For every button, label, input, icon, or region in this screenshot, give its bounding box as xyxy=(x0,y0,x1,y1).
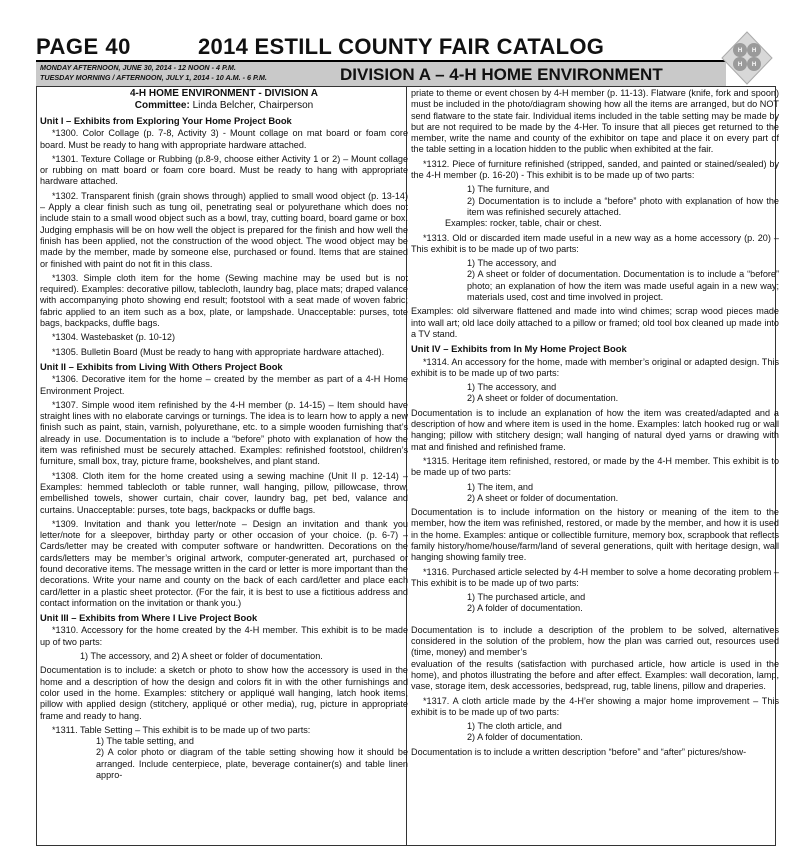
class-1303: *1303. Simple cloth item for the home (Sewing machine may be used but is not required). Examples: decorative pillow, tablecloth, laundry bag, place mats; draped valance with accompanying photo showing end result; footstool with a seat made of woven fabric; fabric applied to an item such as a box, plate, or lampshade. Unacceptable: purses, tote bags, backpacks, duffle bags. xyxy=(40,272,408,329)
class-1301: *1301. Texture Collage or Rubbing (p.8-9, choose either Activity 1 or 2) – Mount collage or rubbing on matt board or foam core board. Must be ready to hang with appropriate hardware attached. xyxy=(40,153,408,187)
class-1313-part-1: 1) The accessory, and xyxy=(467,258,557,269)
class-1313-part-2: 2) A sheet or folder of documentation. Documentation is to include a “before” photo; an explanation of how the item was made useful again in a new way; materials used, cost and time involved in project. xyxy=(467,269,779,303)
unit-1-heading: Unit I – Exhibits from Exploring Your Home Project Book xyxy=(40,115,292,126)
class-1311-part-1: 1) The table setting, and xyxy=(96,736,194,747)
committee-label: Committee: xyxy=(134,100,190,111)
class-1305: *1305. Bulletin Board (Must be ready to hang with appropriate hardware attached). xyxy=(52,346,385,357)
class-1312: *1312. Piece of furniture refinished (stripped, sanded, and painted or stained/sealed) by the 4-H member (p. 16-20) - This exhibit is to be made up of two parts: xyxy=(411,158,779,181)
unit-4-heading: Unit IV – Exhibits from In My Home Project Book xyxy=(411,343,627,355)
class-1312-examples: Examples: rocker, table, chair or chest. xyxy=(445,218,602,229)
class-1317-part-2: 2) A folder of documentation. xyxy=(467,732,583,743)
svg-text:H: H xyxy=(737,48,743,54)
class-1317-part-1: 1) The cloth article, and xyxy=(467,721,562,732)
division-title: DIVISION A – 4-H HOME ENVIRONMENT xyxy=(340,65,663,84)
division-banner xyxy=(36,62,726,86)
class-1316-documentation-1: Documentation is to include a description of the problem to be solved, alternatives considered in the solution of the problem, how the plan was carried out, resources used (time, money) and member’s xyxy=(411,624,779,658)
class-1316: *1316. Purchased article selected by 4-H member to solve a home decorating problem – This exhibit is to be made up of two parts: xyxy=(411,566,779,588)
class-1311-part-2: 2) A color photo or diagram of the table setting showing how it should be arranged. Include centerpiece, plate, beverage container(s) and table linen appro- xyxy=(96,747,408,781)
class-1313: *1313. Old or discarded item made useful in a new way as a home accessory (p. 20) – This exhibit is to be made up of two parts: xyxy=(411,232,779,254)
date-line-2: TUESDAY MORNING / AFTERNOON, JULY 1, 2014 - 10 A.M. - 6 P.M. xyxy=(40,73,267,82)
page-header xyxy=(0,0,810,92)
class-1316-documentation-2: evaluation of the results (satisfaction with purchased article, how article is used in the home), and photos illustrating the before and after effect. Examples: wall decoration, lamp, vase, storage item, desk accessories, bedspread, rug, table linens, pillow and draperies. xyxy=(411,658,779,692)
committee-line xyxy=(40,100,408,112)
svg-text:H: H xyxy=(751,48,757,54)
class-1311-continued: priate to theme or event chosen by 4-H member (p. 11-13). Flatware (knife, fork and spoon) must be included in the photo/diagram showing how all the items are arranged, but do NOT send flatware to the state fair. Individual items included in the table setting may be made by but are not required to be made by the 4-Her. To insure that all pieces get returned to the member, write the name and county of the exhibitor on tape and place it on every part of the table setting in a location hidden to the public when exhibited at the fair. xyxy=(411,88,779,155)
class-1309: *1309. Invitation and thank you letter/note – Design an invitation and thank you letter/note for a sleepover, birthday party or other occasion of your choice. (p. 6-7) – Cards/letter may be created with computer software or handwritten. Decorations on the cards/letters may be member’s original artwork, computer-generated art, purchased or found decorative items. The message written in the card or letter is more important than the decorations. Write your name and county on the back of each card/letter and place each card/letter in a plastic sheet protector. (For the fair, it is best to use a fictitious address and contact information on the invitation or thank you.) xyxy=(40,518,408,608)
unit-2-heading: Unit II – Exhibits from Living With Others Project Book xyxy=(40,360,283,372)
class-1307: *1307. Simple wood item refinished by the 4-H member (p. 14-15) – Item should have straight lines with no elaborate carvings or turnings. The idea is to learn how to apply a new finish such as paint, stain, varnish, polyurethane, etc. to a simple wooden furnishing that’s already in use. Documentation is to include a “before” photo with explanation of how the item was refinished must be securely attached. Examples: refinished footstool, children’s furniture, small box, tray, picture frame, bookshelves, and plant stand. xyxy=(40,399,408,467)
class-1315: *1315. Heritage item refinished, restored, or made by the 4-H member. This exhibit is to be made up of two parts: xyxy=(411,455,779,478)
catalog-title: 2014 ESTILL COUNTY FAIR CATALOG xyxy=(198,34,605,59)
committee-name: Linda Belcher, Chairperson xyxy=(192,100,314,111)
class-1311: *1311. Table Setting – This exhibit is to be made up of two parts: xyxy=(52,724,311,735)
right-column xyxy=(411,88,779,844)
class-1316-part-2: 2) A folder of documentation. xyxy=(467,603,583,614)
svg-text:H: H xyxy=(737,62,743,68)
class-1312-part-2: 2) Documentation is to include a “before” photo with explanation of how the item was refinished securely attached. xyxy=(467,195,779,217)
class-1315-part-2: 2) A sheet or folder of documentation. xyxy=(467,492,619,503)
unit-3-heading: Unit III – Exhibits from Where I Live Project Book xyxy=(40,612,258,624)
class-1306: *1306. Decorative item for the home – created by the member as part of a 4-H Home Environment Project. xyxy=(40,374,408,396)
class-1315-part-1: 1) The item, and xyxy=(467,481,534,492)
class-1313-examples: Examples: old silverware flattened and made into wind chimes; scrap wood pieces made into wall art; old lace doily attached to a pillow or framed; old tool box cleaned up made into a TV stand. xyxy=(411,306,779,339)
class-1315-documentation: Documentation is to include information on the history or meaning of the item to the member, how the item was refinished, restored, or made by the member, and how it is used in the home. Examples: antique or collectible furniture, memory box, scrapbook that reflects family history/home/house/farm/land of several generations, quilt with heritage design, wall hanging showing family tree. xyxy=(411,507,779,563)
class-1314-part-2: 2) A sheet or folder of documentation. xyxy=(467,393,619,404)
class-1310-parts: 1) The accessory, and 2) A sheet or folder of documentation. xyxy=(80,651,323,662)
banner-dates xyxy=(40,63,267,83)
class-1310: *1310. Accessory for the home created by the 4-H member. This exhibit is to be made up of two parts: xyxy=(40,625,408,647)
class-1300: *1300. Color Collage (p. 7-8, Activity 3) - Mount collage on mat board or foam core board. Must be ready to hang with appropriate hardware attached. xyxy=(40,128,408,150)
class-1310-documentation: Documentation is to include: a sketch or photo to show how the accessory is used in the home and a description of how the design and colors fit in with the other furnishings and color used in the home. Examples: stitchery or appliqué wall hanging, latch hook items, pillow with applied design (stitchery, appliqué or other media), rug, picture in appropriate frame and ready to hang. xyxy=(40,665,408,721)
class-1314-part-1: 1) The accessory, and xyxy=(467,382,557,393)
class-1317-documentation: Documentation is to include a written description “before” and “after” pictures/show- xyxy=(411,746,747,757)
svg-text:H: H xyxy=(751,62,757,68)
section-title: 4-H HOME ENVIRONMENT - DIVISION A xyxy=(130,88,318,99)
page-number: PAGE 40 xyxy=(36,34,131,59)
4h-clover-icon xyxy=(720,30,774,86)
class-1312-part-1: 1) The furniture, and xyxy=(467,184,550,195)
left-column xyxy=(40,88,408,844)
class-1302: *1302. Transparent finish (grain shows through) applied to small wood object (p. 13-14) – Apply a clear finish such as tung oil, penetrating seal or polyurethane which does not include stain to a small wood object such as a bowl, tray, cutting board, board game or box. Judging emphasis will be on how well the object is prepared for the finish and how well the finish has been applied, not the construction of the wood object. The wood object may be made by the member, made by someone else, purchased or found. Items that are stained or finished with paint do not fit in this class. xyxy=(40,190,408,269)
class-1314: *1314. An accessory for the home, made with member’s original or adapted design. This exhibit is to be made up of two parts: xyxy=(411,356,779,378)
date-line-1: MONDAY AFTERNOON, JUNE 30, 2014 - 12 NOON - 4 P.M. xyxy=(40,63,236,72)
class-1317: *1317. A cloth article made by the 4-H’er showing a major home improvement – This exhibit is to be made up of two parts: xyxy=(411,695,779,717)
class-1304: *1304. Wastebasket (p. 10-12) xyxy=(52,332,176,343)
class-1308: *1308. Cloth item for the home created using a sewing machine (Unit II p. 12-14) – Examples: hemmed tablecloth or table runner, wall hanging, pillow, pillowcase, throw, embellished towels, shower curtain, chair cover, laundry bag, pet bed, valance and curtains. Unacceptable: purses, tote bags, backpacks or duffle bags. xyxy=(40,470,408,515)
class-1316-part-1: 1) The purchased article, and xyxy=(467,592,586,603)
class-1314-documentation: Documentation is to include an explanation of how the item was created/adapted and a description of how and where item is used in the home. Examples: latch hooked rug or wall hanging; pillow with stitchery design; wall hanging of natural dyed yarns or drawing with mat and finished and refinished frame. xyxy=(411,407,779,452)
